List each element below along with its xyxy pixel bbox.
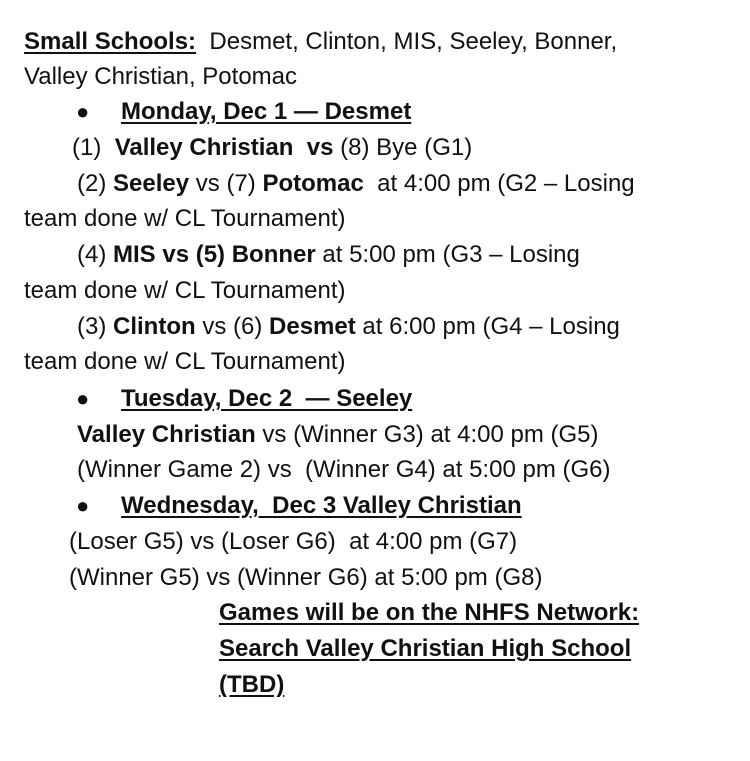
schools-list-line-1: Desmet, Clinton, MIS, Seeley, Bonner,: [209, 28, 618, 55]
game-6-line: (Winner Game 2) vs (Winner G4) at 5:00 pm (G6): [77, 456, 611, 483]
game-7-line: (Loser G5) vs (Loser G6) at 4:00 pm (G7): [69, 528, 518, 555]
game-4-wrap-line: team done w/ CL Tournament): [24, 348, 346, 375]
game-2-line: (2) Seeley vs (7) Potomac at 4:00 pm (G2 – Losing: [77, 170, 635, 197]
game-2-wrap-line: team done w/ CL Tournament): [24, 205, 346, 232]
tuesday-heading: Tuesday, Dec 2 — Seeley: [121, 385, 413, 412]
broadcast-note-line-1: Games will be on the NHFS Network:: [219, 599, 640, 626]
bullet-icon: ●: [76, 493, 90, 518]
schools-list-line-2: Valley Christian, Potomac: [24, 63, 297, 90]
small-schools-label: Small Schools:: [24, 28, 197, 55]
header-line-2: [24, 62, 297, 92]
bullet-icon: ●: [76, 99, 90, 124]
game-8-line: (Winner G5) vs (Winner G6) at 5:00 pm (G8): [69, 564, 543, 591]
game-5-line: Valley Christian vs (Winner G3) at 4:00 pm (G5): [77, 421, 599, 448]
monday-heading: Monday, Dec 1 — Desmet: [121, 98, 412, 125]
game-4-line: (3) Clinton vs (6) Desmet at 6:00 pm (G4 – Losing: [77, 313, 620, 340]
game-3-wrap-line: team done w/ CL Tournament): [24, 277, 346, 304]
game-3-line: (4) MIS vs (5) Bonner at 5:00 pm (G3 – Losing: [77, 241, 580, 268]
wednesday-heading: Wednesday, Dec 3 Valley Christian: [121, 492, 522, 519]
game-1-line: (1) Valley Christian vs (8) Bye (G1): [72, 134, 473, 161]
broadcast-note-line-2: Search Valley Christian High School: [219, 635, 632, 662]
broadcast-note-line-3: (TBD): [219, 671, 285, 698]
header-line-1: [24, 27, 617, 57]
bullet-icon: ●: [76, 386, 90, 411]
